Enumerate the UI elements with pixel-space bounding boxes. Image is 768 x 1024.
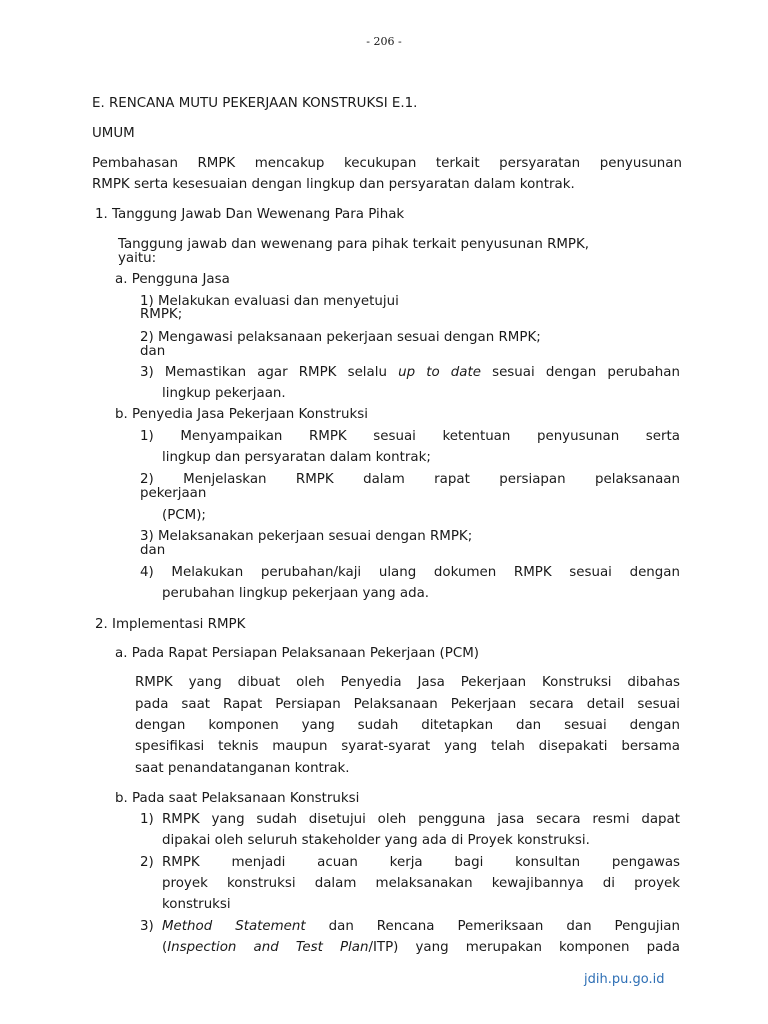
- item2-b2-line-3: konstruksi: [162, 897, 231, 912]
- item1-b2-line-3: (PCM);: [162, 508, 206, 523]
- item1-b-heading: b. Penyedia Jasa Pekerjaan Konstruksi: [115, 407, 368, 422]
- section-title: E. RENCANA MUTU PEKERJAAN KONSTRUKSI E.1.: [92, 96, 418, 111]
- item1-a1-line-2: RMPK;: [140, 307, 183, 322]
- item1-b4-line-1: 4) Melakukan perubahan/kaji ulang dokumen RMPK sesuai dengan: [140, 565, 680, 580]
- item1-b1-line-1: 1) Menyampaikan RMPK sesuai ketentuan penyusunan serta: [140, 429, 680, 444]
- item1-b4-line-2: perubahan lingkup pekerjaan yang ada.: [162, 586, 430, 601]
- item2-b1-line-1: RMPK yang sudah disetujui oleh pengguna jasa secara resmi dapat: [162, 812, 680, 827]
- item1-a3-line-1: 3) Memastikan agar RMPK selalu up to date sesuai dengan perubahan: [140, 365, 680, 380]
- item2-b2-line-1: RMPK menjadi acuan kerja bagi konsultan pengawas: [162, 855, 680, 870]
- item2-b3-line-1: Method Statement dan Rencana Pemeriksaan dan Pengujian: [162, 919, 680, 934]
- item2-heading: 2. Implementasi RMPK: [95, 617, 246, 632]
- subsection-title: UMUM: [92, 126, 135, 141]
- item2-a-para-line-3: dengan komponen yang sudah ditetapkan dan sesuai dengan: [135, 718, 680, 733]
- item1-lead-line-1: Tanggung jawab dan wewenang para pihak terkait penyusunan RMPK,: [118, 237, 590, 252]
- item1-b2-line-1: 2) Menjelaskan RMPK dalam rapat persiapan pelaksanaan: [140, 472, 680, 487]
- item1-b3-line-1: 3) Melaksanakan pekerjaan sesuai dengan RMPK;: [140, 529, 473, 544]
- page-number: - 206 -: [366, 35, 402, 48]
- item2-a-para-line-1: RMPK yang dibuat oleh Penyedia Jasa Pekerjaan Konstruksi dibahas: [135, 675, 680, 690]
- item1-b2-line-2: pekerjaan: [140, 486, 207, 501]
- item1-b1-line-2: lingkup dan persyaratan dalam kontrak;: [162, 450, 431, 465]
- item1-heading: 1. Tanggung Jawab Dan Wewenang Para Pihak: [95, 207, 405, 222]
- item2-b3-number: 3): [140, 919, 154, 934]
- item2-b-heading: b. Pada saat Pelaksanaan Konstruksi: [115, 791, 360, 806]
- item2-b1-number: 1): [140, 812, 154, 827]
- footer-website: jdih.pu.go.id: [584, 972, 665, 987]
- item2-b3-line-2: (Inspection and Test Plan/ITP) yang merupakan komponen pada: [162, 940, 680, 955]
- item2-b2-number: 2): [140, 855, 154, 870]
- item2-a-para-line-4: spesifikasi teknis maupun syarat-syarat yang telah disepakati bersama: [135, 739, 680, 754]
- item1-b3-line-2: dan: [140, 543, 166, 558]
- item2-b1-line-2: dipakai oleh seluruh stakeholder yang ada di Proyek konstruksi.: [162, 833, 590, 848]
- intro-line-2: RMPK serta kesesuaian dengan lingkup dan persyaratan dalam kontrak.: [92, 177, 575, 192]
- item2-b2-line-2: proyek konstruksi dalam melaksanakan kewajibannya di proyek: [162, 876, 680, 891]
- item1-lead-line-2: yaitu:: [118, 251, 157, 266]
- item1-a1-line-1: 1) Melakukan evaluasi dan menyetujui: [140, 294, 399, 309]
- item1-a3-line-2: lingkup pekerjaan.: [162, 386, 286, 401]
- item2-a-para-line-2: pada saat Rapat Persiapan Pelaksanaan Pekerjaan secara detail sesuai: [135, 697, 680, 712]
- intro-line-1: Pembahasan RMPK mencakup kecukupan terkait persyaratan penyusunan: [92, 156, 682, 171]
- item1-a-heading: a. Pengguna Jasa: [115, 272, 230, 287]
- item2-a-heading: a. Pada Rapat Persiapan Pelaksanaan Pekerjaan (PCM): [115, 646, 479, 661]
- item1-a2-line-2: dan: [140, 344, 166, 359]
- item2-a-para-line-5: saat penandatanganan kontrak.: [135, 761, 350, 776]
- item1-a2-line-1: 2) Mengawasi pelaksanaan pekerjaan sesuai dengan RMPK;: [140, 330, 541, 345]
